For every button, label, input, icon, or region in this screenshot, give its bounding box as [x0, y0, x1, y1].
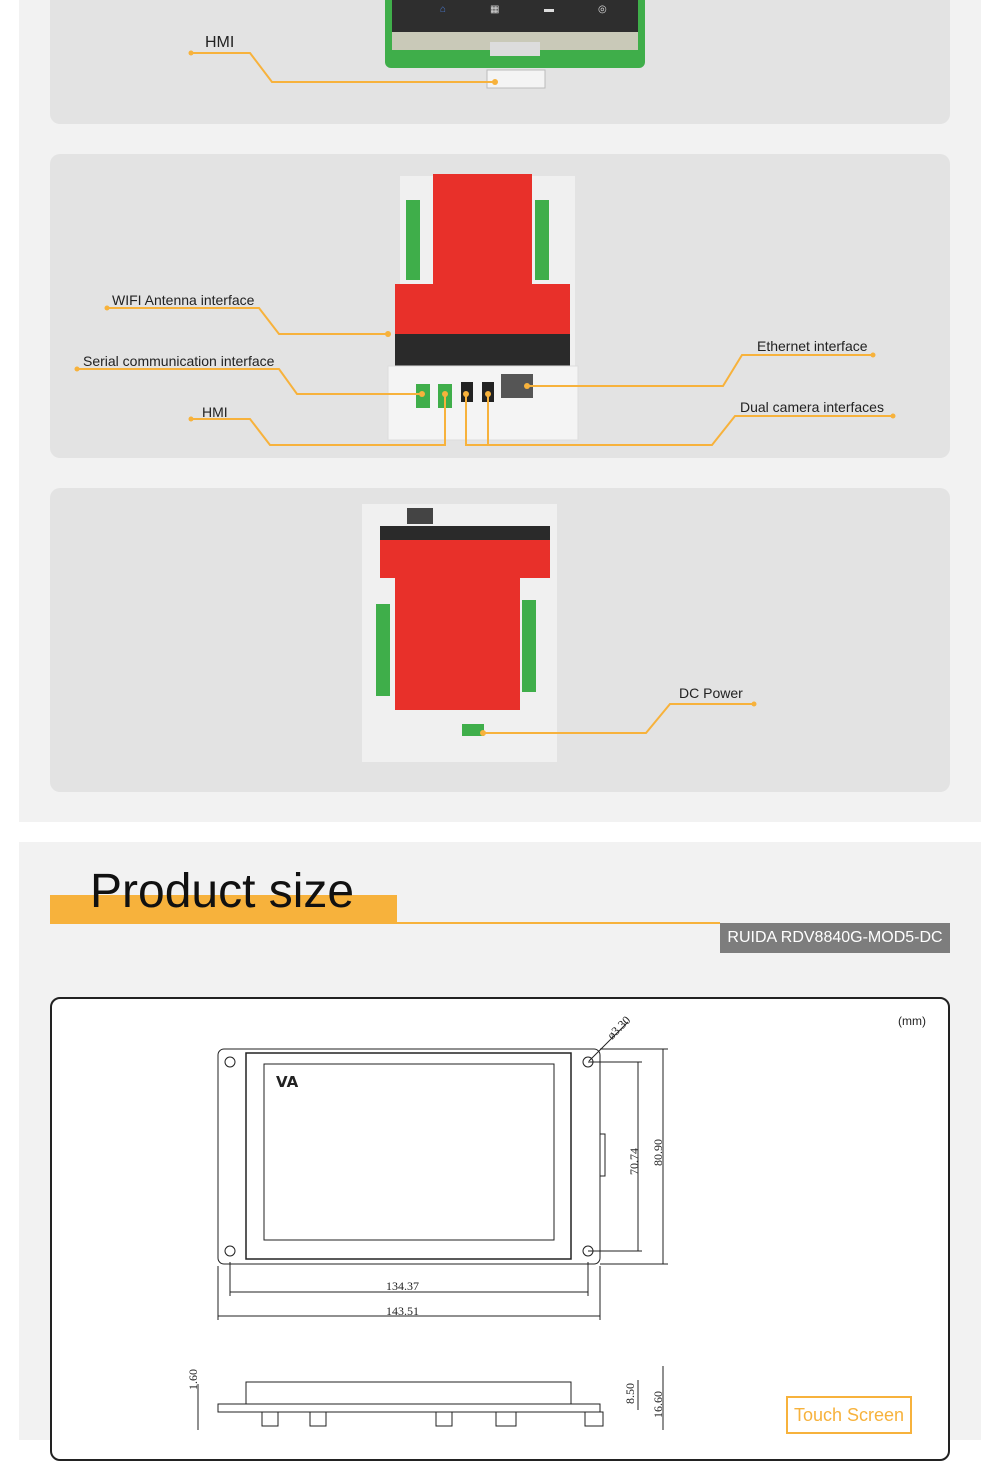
title-accent-line	[397, 922, 720, 924]
controller-top-panel	[50, 154, 950, 458]
controller-bottom-illustration	[50, 488, 950, 792]
controller-bottom-panel	[50, 488, 950, 792]
va-label: VA	[276, 1073, 299, 1091]
dim-depth-a: 8.50	[623, 1383, 637, 1404]
terminal-left	[376, 604, 390, 696]
hmi-panel	[50, 0, 950, 124]
ethernet-port	[407, 508, 433, 524]
controller-dark-strip	[395, 334, 570, 366]
callout-serial-label: Serial communication interface	[83, 353, 275, 369]
callout-dot	[492, 79, 498, 85]
hmi-connector	[490, 42, 540, 56]
callout-dot	[189, 51, 194, 56]
callout-camera-label: Dual camera interfaces	[740, 399, 884, 415]
grid-icon: ▦	[490, 4, 500, 15]
callout-hmi-label: HMI	[205, 34, 235, 51]
controller-dark-strip	[380, 526, 550, 540]
dim-height-inner: 70.74	[627, 1148, 641, 1175]
model-badge: RUIDA RDV8840G-MOD5-DC	[720, 923, 950, 953]
hmi-plug	[487, 70, 545, 88]
power-icon: ◎	[598, 4, 607, 15]
hmi-board-illustration	[50, 0, 950, 124]
terminal-right	[535, 200, 549, 280]
dimension-drawing-frame	[50, 997, 950, 1461]
touch-screen-button[interactable]: Touch Screen	[786, 1396, 912, 1434]
terminal-right	[522, 600, 536, 692]
dim-depth-b: 16.60	[651, 1391, 665, 1418]
dim-width-inner: 134.37	[386, 1279, 419, 1293]
callout-hmi-label: HMI	[202, 404, 228, 420]
callout-dot	[752, 702, 757, 707]
callout-dot	[480, 730, 486, 736]
section-title: Product size	[90, 865, 355, 918]
dim-thickness: 1.60	[186, 1369, 200, 1390]
folder-icon: ▬	[544, 4, 554, 15]
callout-wifi-label: WIFI Antenna interface	[112, 292, 255, 308]
home-icon: ⌂	[440, 4, 447, 15]
dim-width-outer: 143.51	[386, 1304, 419, 1318]
terminal-left	[406, 200, 420, 280]
callout-ethernet-label: Ethernet interface	[757, 338, 868, 354]
dim-hole-diameter: ø3.30	[604, 1013, 634, 1043]
callout-dc-label: DC Power	[679, 685, 743, 701]
dim-height-outer: 80.90	[651, 1139, 665, 1166]
unit-label: (mm)	[898, 1014, 926, 1028]
